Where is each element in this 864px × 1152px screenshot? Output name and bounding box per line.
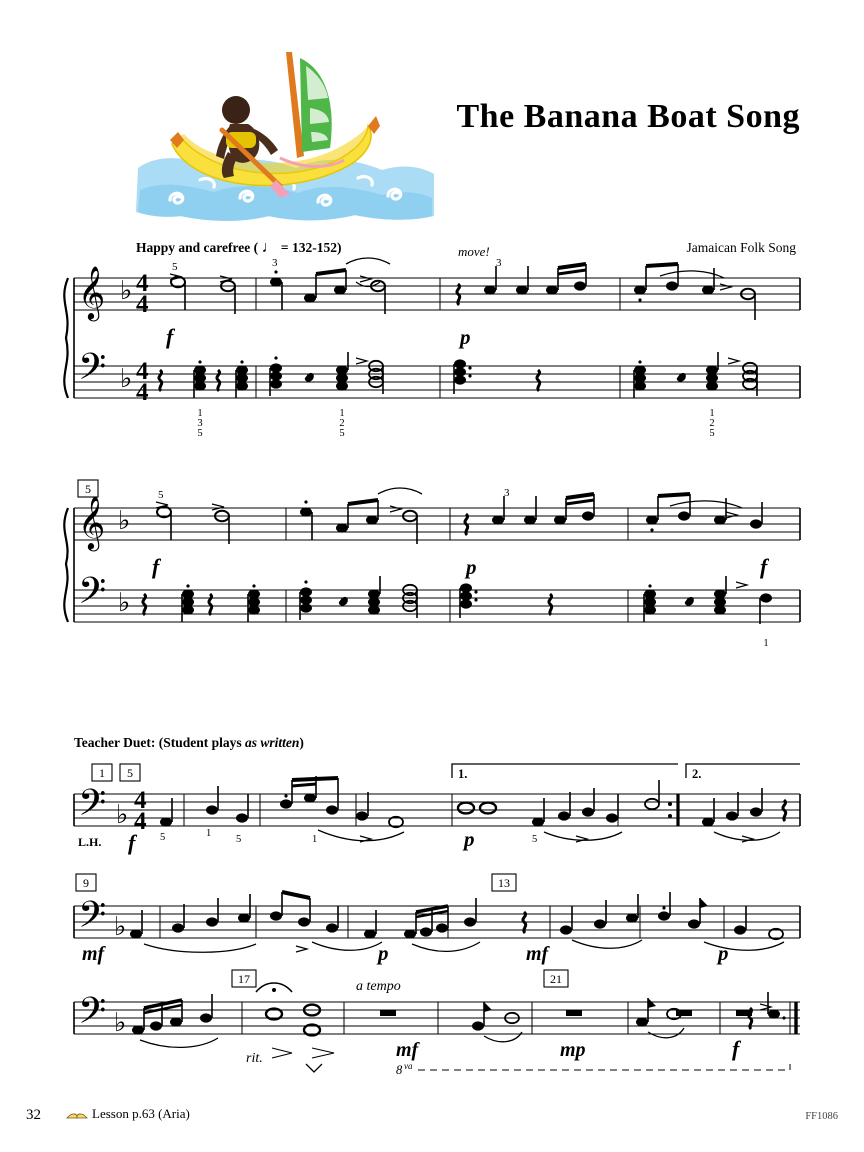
svg-text:5: 5 xyxy=(339,428,345,439)
dynamic-forte: f xyxy=(152,554,160,579)
svg-text:1.: 1. xyxy=(458,767,468,781)
accent-marking xyxy=(306,1064,322,1072)
flat-icon: ♭ xyxy=(120,276,133,306)
dynamic-piano: p xyxy=(460,325,471,349)
svg-text:2.: 2. xyxy=(692,767,702,781)
svg-text:5: 5 xyxy=(85,482,91,496)
footer-lesson-reference: Lesson p.63 (Aria) xyxy=(92,1106,190,1121)
bass-clef-icon: 𝄢 xyxy=(78,894,107,945)
a-tempo-marking: a tempo xyxy=(356,979,401,994)
bass-staff-lines xyxy=(74,794,800,826)
flat-icon: ♭ xyxy=(116,800,129,830)
svg-text:21: 21 xyxy=(550,972,562,986)
svg-text:1: 1 xyxy=(206,828,212,839)
dynamic-piano: p xyxy=(378,941,389,965)
svg-text:1: 1 xyxy=(99,766,105,780)
page-number: 32 xyxy=(26,1107,41,1123)
flat-icon: ♭ xyxy=(120,364,133,394)
treble-staff-lines xyxy=(74,278,800,310)
dynamic-forte: f xyxy=(732,1036,740,1061)
dynamic-mezzo-piano: mp xyxy=(560,1039,586,1061)
whole-rest-icon xyxy=(380,1010,396,1016)
svg-text:17: 17 xyxy=(238,972,250,986)
dynamic-mezzo-forte: mf xyxy=(396,1039,419,1061)
book-icon xyxy=(66,1110,88,1120)
page-title: The Banana Boat Song xyxy=(456,98,800,135)
measure-number-21 xyxy=(544,970,568,987)
svg-text:5: 5 xyxy=(160,832,166,843)
composer-credit: Jamaican Folk Song xyxy=(686,240,796,255)
treble-clef-icon: 𝄞 xyxy=(78,265,106,319)
music-system-3 xyxy=(60,760,804,870)
tempo-text: Happy and carefree ( xyxy=(136,240,262,255)
system-brace xyxy=(64,278,68,398)
flat-icon: ♭ xyxy=(118,588,131,618)
duet-caption-end: ) xyxy=(299,735,304,750)
tempo-value: = 132-152) xyxy=(277,240,342,255)
left-hand-marking: L.H. xyxy=(78,835,102,849)
measure-number-9 xyxy=(76,874,96,891)
fingering-number: 1 xyxy=(763,638,769,649)
quarter-rest-icon xyxy=(457,284,460,305)
measure-number-13 xyxy=(492,874,516,891)
svg-text:4: 4 xyxy=(136,291,149,318)
flat-icon: ♭ xyxy=(118,506,131,536)
svg-text:4: 4 xyxy=(134,787,147,814)
flat-icon: ♭ xyxy=(114,912,127,942)
music-system-2 xyxy=(60,478,804,668)
svg-text:3: 3 xyxy=(197,418,203,429)
treble-clef-icon: 𝄞 xyxy=(78,495,106,549)
whole-rest-icon xyxy=(566,1010,582,1016)
time-signature-4-4 xyxy=(134,787,147,835)
svg-text:va: va xyxy=(404,1061,413,1071)
measure-number-5 xyxy=(120,764,140,781)
system-brace xyxy=(64,508,68,622)
ottava-marking xyxy=(396,1061,790,1077)
sail xyxy=(280,52,344,167)
svg-text:5: 5 xyxy=(158,489,164,501)
measure-number-17 xyxy=(232,970,256,987)
svg-text:5: 5 xyxy=(172,261,178,273)
bass-clef-icon: 𝄢 xyxy=(78,570,107,621)
repeat-bracket-1 xyxy=(452,764,678,781)
svg-text:2: 2 xyxy=(339,418,345,429)
svg-text:1: 1 xyxy=(312,834,318,845)
dynamic-forte: f xyxy=(760,554,768,579)
svg-text:8: 8 xyxy=(396,1063,403,1077)
duet-caption-bold: Teacher Duet: (Student plays xyxy=(74,735,246,750)
svg-text:4: 4 xyxy=(134,808,147,835)
treble-staff-lines xyxy=(74,508,800,540)
quarter-note-icon: ♩ xyxy=(261,239,278,256)
duet-caption-italic: as written xyxy=(245,735,300,750)
svg-text:3: 3 xyxy=(272,257,278,269)
measure-number-1 xyxy=(92,764,112,781)
svg-text:3: 3 xyxy=(496,257,502,269)
time-signature-4-4 xyxy=(136,270,149,406)
svg-text:5: 5 xyxy=(197,428,203,439)
dynamic-mezzo-forte: mf xyxy=(526,943,549,965)
bass-notes xyxy=(143,576,772,624)
bass-clef-icon: 𝄢 xyxy=(78,990,107,1041)
dynamic-mezzo-forte: mf xyxy=(82,943,105,965)
svg-text:5: 5 xyxy=(127,766,133,780)
svg-text:5: 5 xyxy=(236,834,242,845)
svg-text:2: 2 xyxy=(709,418,715,429)
svg-text:3: 3 xyxy=(504,487,510,499)
svg-text:1: 1 xyxy=(709,408,715,419)
fingering-numbers xyxy=(197,408,714,439)
bass-clef-icon: 𝄢 xyxy=(78,782,107,833)
bass-notes xyxy=(159,352,757,398)
bass-staff-lines xyxy=(74,1002,800,1034)
teacher-duet-caption xyxy=(74,735,304,751)
flat-icon: ♭ xyxy=(114,1008,127,1038)
dynamic-piano: p xyxy=(718,941,729,965)
rit-marking: rit. xyxy=(246,1051,263,1066)
music-system-5 xyxy=(60,968,804,1086)
repeat-bracket-2 xyxy=(686,764,800,781)
dynamic-forte: f xyxy=(128,830,136,855)
tempo-marking xyxy=(136,239,341,257)
svg-text:4: 4 xyxy=(136,358,149,385)
svg-text:1: 1 xyxy=(197,408,203,419)
bass-staff-lines xyxy=(74,366,800,398)
dynamic-piano: p xyxy=(464,827,475,851)
boy-sailing-banana-boat-illustration xyxy=(130,40,440,225)
svg-text:move!: move! xyxy=(458,244,490,259)
svg-text:5: 5 xyxy=(532,834,538,845)
dynamic-forte: f xyxy=(166,324,174,349)
music-system-4 xyxy=(60,872,804,977)
bass-notes xyxy=(132,983,786,1072)
svg-text:4: 4 xyxy=(136,270,149,297)
svg-text:13: 13 xyxy=(498,876,510,890)
bass-clef-icon: 𝄢 xyxy=(78,346,107,397)
svg-text:4: 4 xyxy=(136,379,149,406)
footer-catalog-code: FF1086 xyxy=(805,1111,838,1122)
svg-text:9: 9 xyxy=(83,876,89,890)
svg-text:1: 1 xyxy=(339,408,345,419)
dynamic-piano: p xyxy=(466,555,477,579)
svg-text:5: 5 xyxy=(709,428,715,439)
